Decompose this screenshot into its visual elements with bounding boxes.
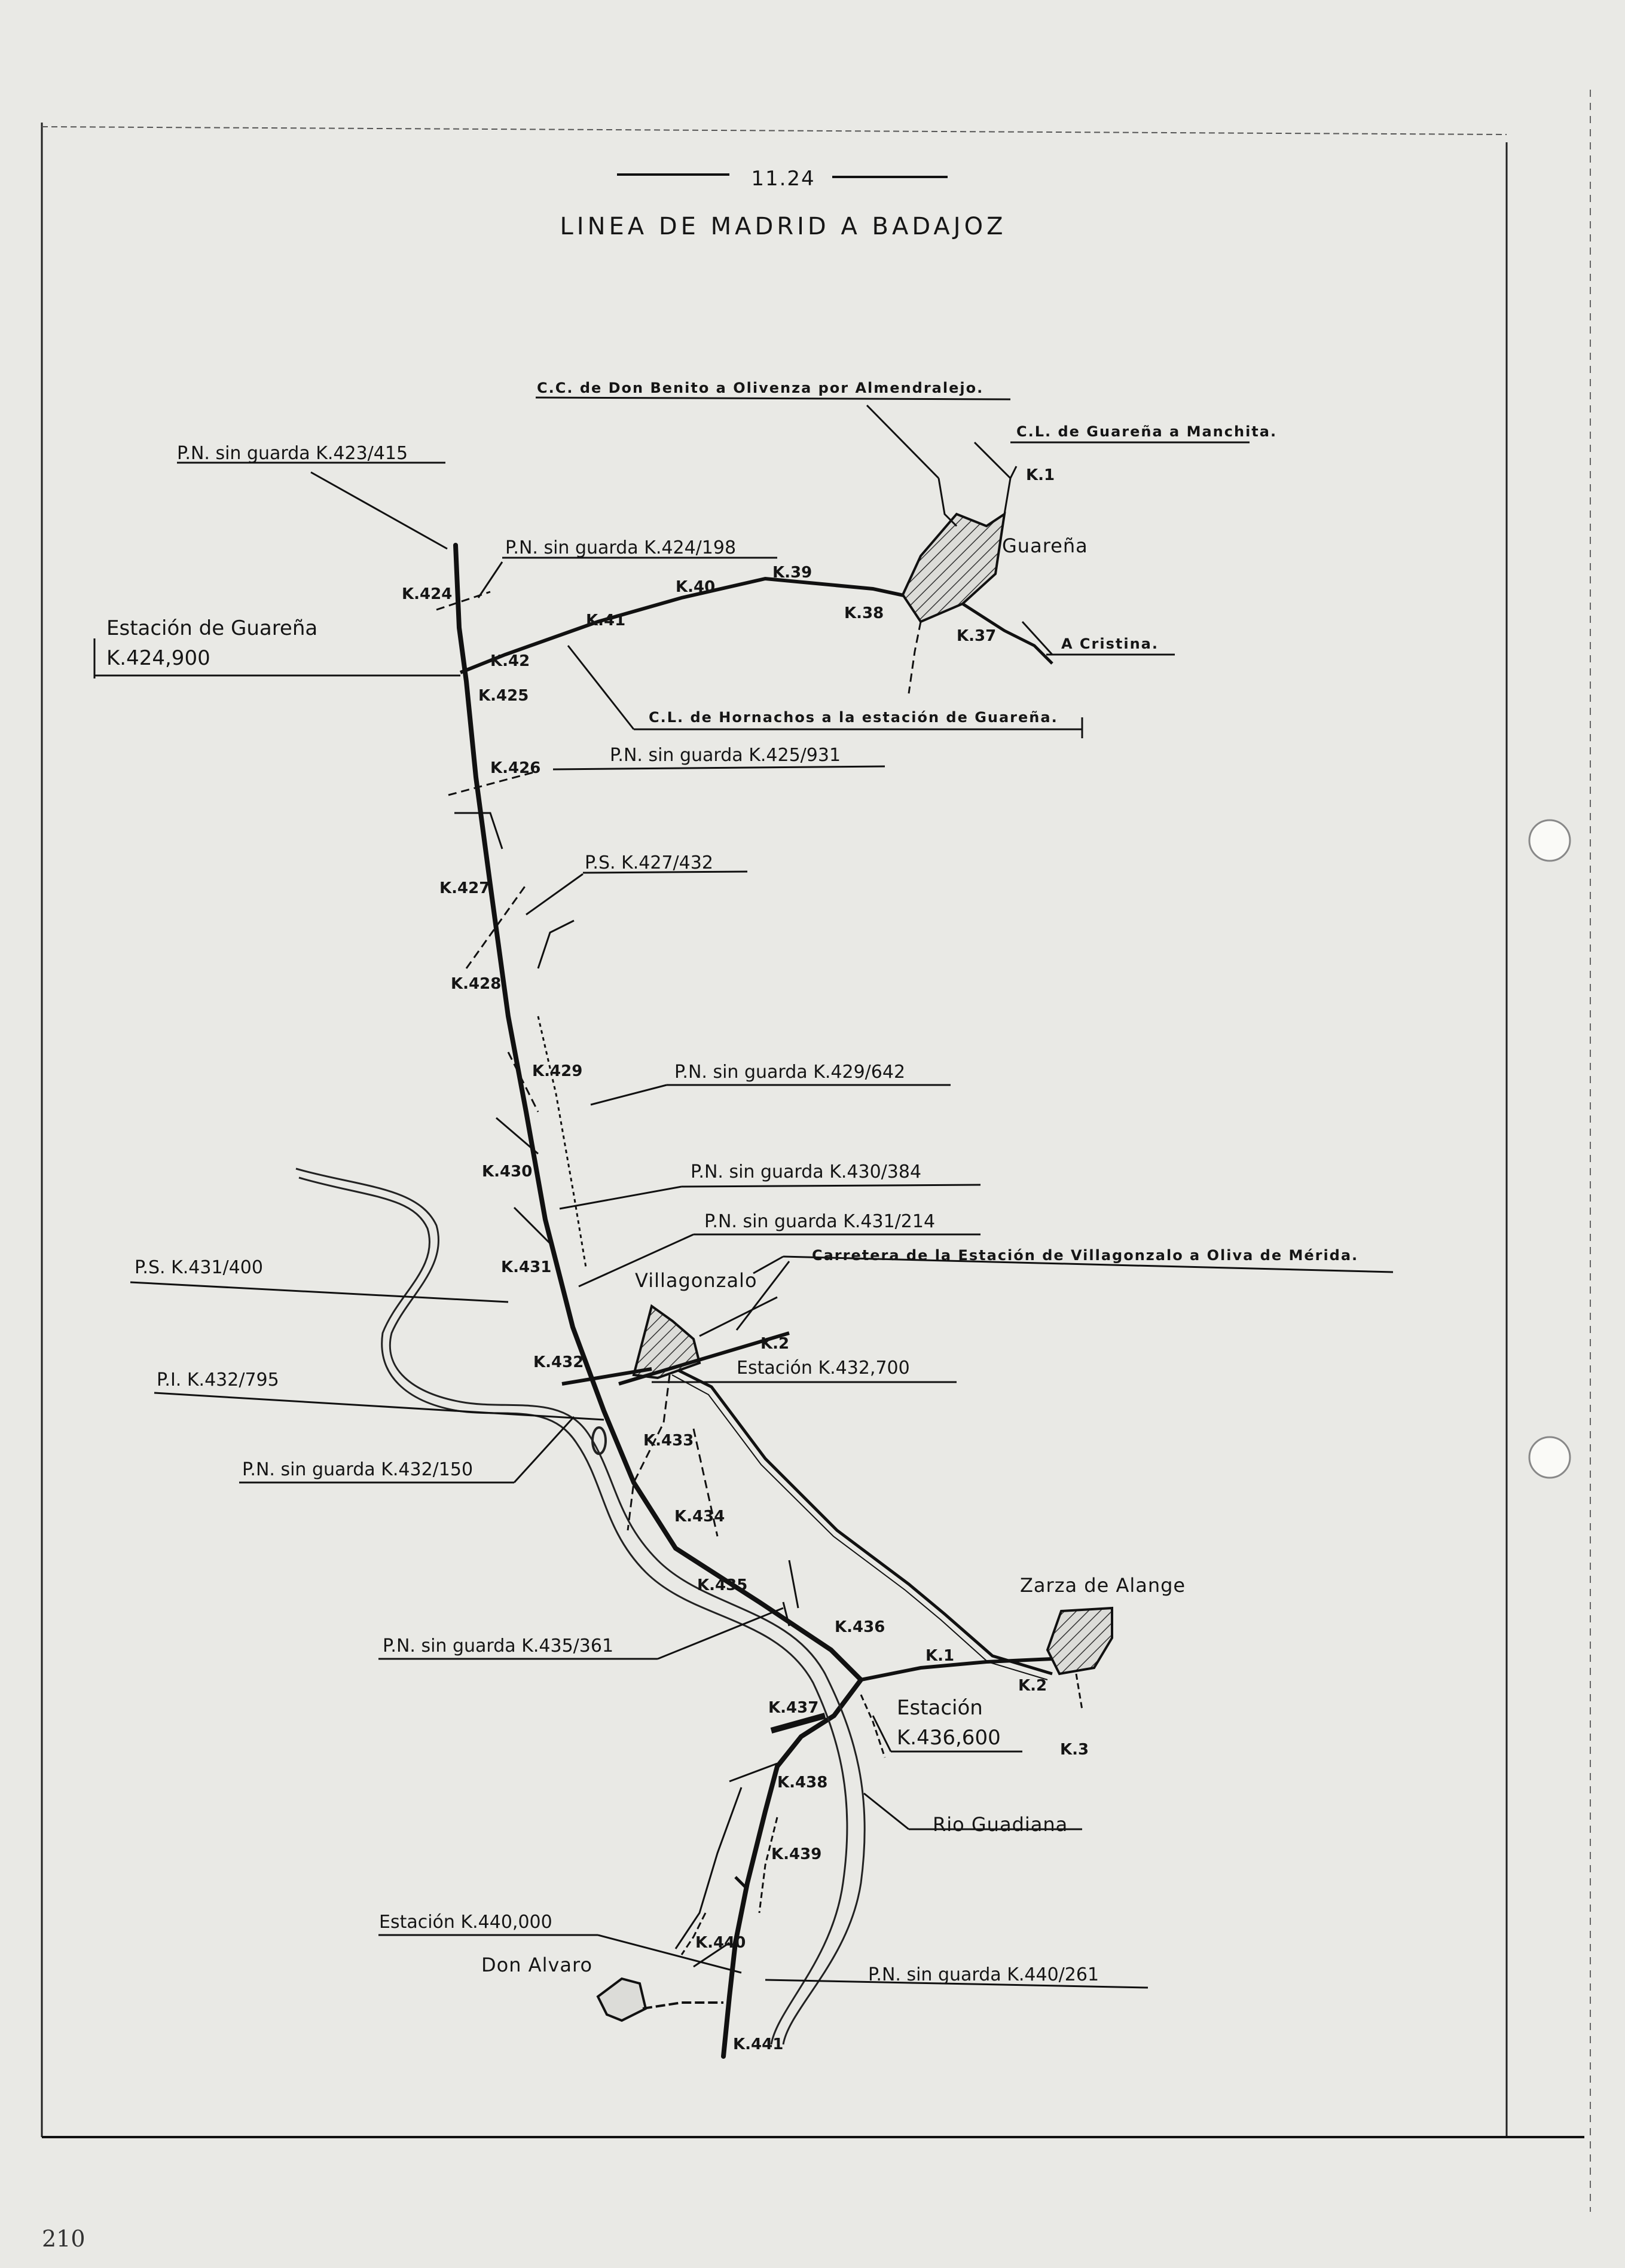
km-437: K.437 (768, 1699, 819, 1717)
label-ps-431: P.S. K.431/400 (135, 1257, 263, 1278)
label-pn-431: P.N. sin guarda K.431/214 (704, 1211, 936, 1232)
label-pn-440: P.N. sin guarda K.440/261 (868, 1964, 1099, 1985)
label-pn-435: P.N. sin guarda K.435/361 (383, 1636, 614, 1656)
km-road-41: K.41 (586, 612, 626, 629)
binder-hole-top (1529, 820, 1570, 861)
label-cl-guarena-manchita: C.L. de Guareña a Manchita. (1016, 423, 1278, 440)
label-pn-432: P.N. sin guarda K.432/150 (242, 1459, 474, 1480)
km-428: K.428 (451, 975, 502, 993)
label-pn-430: P.N. sin guarda K.430/384 (691, 1161, 922, 1182)
km-432: K.432 (533, 1353, 584, 1371)
km-zarza-1: K.1 (925, 1647, 955, 1665)
label-estacion-436: Estación (897, 1696, 983, 1720)
place-don-alvaro: Don Alvaro (481, 1954, 593, 1976)
label-ps-427: P.S. K.427/432 (585, 852, 713, 873)
km-425: K.425 (478, 687, 529, 705)
section-number: 11.24 (751, 167, 815, 191)
page-title: LINEA DE MADRID A BADAJOZ (560, 213, 1007, 240)
label-cl-hornachos: C.L. de Hornachos a la estación de Guareña. (649, 709, 1058, 726)
km-road-37: K.37 (957, 627, 997, 645)
place-rio-guadiana: Rio Guadiana (933, 1813, 1068, 1836)
km-424: K.424 (402, 585, 453, 603)
km-zarza-3: K.3 (1060, 1741, 1089, 1759)
place-villagonzalo: Villagonzalo (635, 1269, 757, 1292)
label-pn-425: P.N. sin guarda K.425/931 (610, 745, 841, 766)
km-438: K.438 (777, 1774, 828, 1792)
label-carretera-villagonzalo: Carretera de la Estación de Villagonzalo a Oliva de Mérida. (812, 1247, 1359, 1264)
km-436: K.436 (835, 1618, 885, 1636)
km-426: K.426 (490, 759, 541, 777)
km-439: K.439 (771, 1845, 822, 1863)
label-estacion-432: Estación K.432,700 (737, 1358, 910, 1378)
km-road-1: K.1 (1026, 466, 1055, 484)
km-429: K.429 (532, 1062, 583, 1080)
km-441: K.441 (733, 2035, 784, 2053)
km-road-39: K.39 (772, 564, 812, 582)
place-guarena: Guareña (1002, 534, 1088, 557)
km-430: K.430 (482, 1163, 533, 1181)
label-pn-429: P.N. sin guarda K.429/642 (674, 1062, 906, 1083)
place-zarza: Zarza de Alange (1020, 1574, 1186, 1597)
label-pi-432: P.I. K.432/795 (157, 1370, 279, 1390)
km-carretera-2: K.2 (760, 1335, 790, 1353)
label-estacion-guarena-km: K.424,900 (106, 646, 210, 670)
label-pn-424: P.N. sin guarda K.424/198 (505, 537, 737, 558)
km-440: K.440 (695, 1934, 746, 1952)
label-estacion-440: Estación K.440,000 (379, 1912, 552, 1933)
label-pn-423: P.N. sin guarda K.423/415 (177, 443, 408, 464)
km-road-42: K.42 (490, 652, 530, 670)
km-435: K.435 (697, 1576, 748, 1594)
km-zarza-2: K.2 (1018, 1677, 1047, 1695)
label-estacion-436-km: K.436,600 (897, 1726, 1001, 1750)
km-431: K.431 (501, 1258, 552, 1276)
page-number: 210 (42, 2226, 85, 2252)
label-cc-don-benito: C.C. de Don Benito a Olivenza por Almendralejo. (537, 380, 984, 396)
label-a-cristina: A Cristina. (1061, 635, 1159, 652)
km-433: K.433 (643, 1432, 694, 1450)
km-road-40: K.40 (676, 578, 716, 596)
km-road-38: K.38 (844, 604, 884, 622)
binder-hole-bottom (1529, 1437, 1570, 1478)
km-434: K.434 (674, 1508, 725, 1526)
km-427: K.427 (439, 879, 490, 897)
label-estacion-guarena: Estación de Guareña (106, 616, 318, 640)
